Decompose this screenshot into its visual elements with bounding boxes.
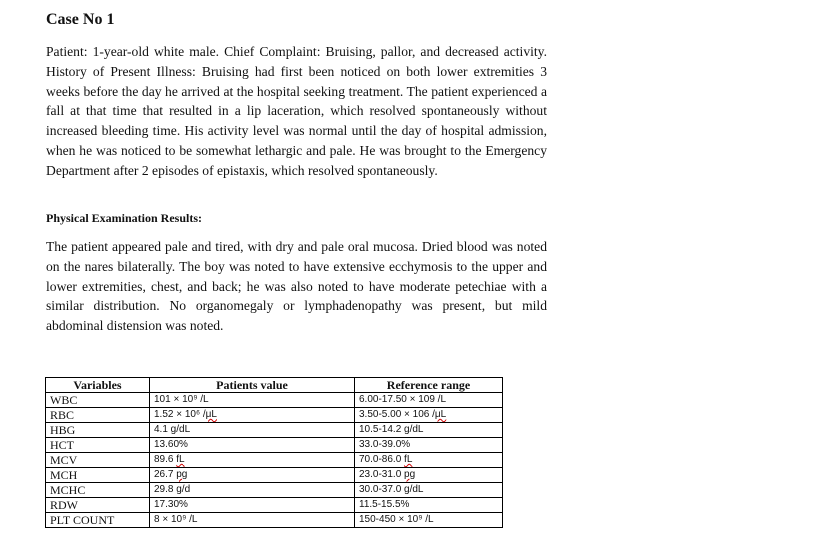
table-row	[46, 438, 503, 453]
table-row	[46, 483, 503, 498]
cell-reference: 30.0-37.0 g/dL	[355, 483, 503, 498]
table-row	[46, 513, 503, 528]
cell-variable: MCH	[46, 468, 150, 483]
cell-reference: 33.0-39.0%	[355, 438, 503, 453]
cell-value: 26.7 pg	[150, 468, 355, 483]
history-paragraph: Patient: 1-year-old white male. Chief Complaint: Bruising, pallor, and decreased activity. History of Present Illness: Bruising had first been noticed on both lower extremities 3 weeks before the day he arrived at the hospital seeking treatment. The patient experienced a fall at that time that resulted in a lip laceration, which resolved spontaneously without increased bleeding time. His activity level was normal until the day of hospital admission, when he was noticed to be somewhat lethargic and pale. He was brought to the Emergency Department after 2 episodes of epistaxis, which resolved spontaneously.	[46, 44, 547, 178]
header-reference-range: Reference range	[355, 378, 503, 393]
table-row	[46, 408, 503, 423]
table-row	[46, 468, 503, 483]
cell-reference: 11.5-15.5%	[355, 498, 503, 513]
cell-value: 29.8 g/d	[150, 483, 355, 498]
cell-variable: WBC	[46, 393, 150, 408]
cell-variable: HBG	[46, 423, 150, 438]
cell-value: 1.52 × 10⁶ /μL	[150, 408, 355, 423]
cell-value: 17.30%	[150, 498, 355, 513]
case-title: Case No 1	[46, 11, 115, 28]
cell-reference: 10.5-14.2 g/dL	[355, 423, 503, 438]
table-row	[46, 393, 503, 408]
cell-value: 13.60%	[150, 438, 355, 453]
header-variables: Variables	[46, 378, 150, 393]
spellcheck-flag: pg	[404, 469, 416, 480]
spellcheck-flag: pg	[176, 469, 188, 480]
cell-variable: RBC	[46, 408, 150, 423]
cell-value: 101 × 10⁹ /L	[150, 393, 355, 408]
cell-reference: 23.0-31.0 pg	[355, 468, 503, 483]
table-row	[46, 498, 503, 513]
spellcheck-flag: μL	[434, 409, 447, 420]
table-header-row	[46, 378, 503, 393]
cell-variable: MCHC	[46, 483, 150, 498]
exam-heading: Physical Examination Results:	[46, 211, 203, 225]
cell-value: 4.1 g/dL	[150, 423, 355, 438]
cell-value: 8 × 10⁹ /L	[150, 513, 355, 528]
table-row	[46, 423, 503, 438]
spellcheck-flag: fL	[404, 454, 413, 465]
cell-reference: 3.50-5.00 × 106 /μL	[355, 408, 503, 423]
exam-paragraph: The patient appeared pale and tired, with dry and pale oral mucosa. Dried blood was noted on the nares bilaterally. The boy was noted to have extensive ecchymosis to the upper and lower extremities, chest, and back; he was also noted to have moderate petechiae with a similar distribution. No organomegaly or lymphadenopathy was present, but mild abdominal distension was noted.	[46, 239, 547, 334]
cell-reference: 70.0-86.0 fL	[355, 453, 503, 468]
cell-variable: PLT COUNT	[46, 513, 150, 528]
spellcheck-flag: μL	[205, 409, 217, 420]
cell-variable: MCV	[46, 453, 150, 468]
cell-reference: 150-450 × 10⁹ /L	[355, 513, 503, 528]
cell-variable: RDW	[46, 498, 150, 513]
table-row	[46, 453, 503, 468]
header-patients-value: Patients value	[150, 378, 355, 393]
lab-results-table	[45, 377, 503, 528]
cell-reference: 6.00-17.50 × 109 /L	[355, 393, 503, 408]
spellcheck-flag: fL	[176, 454, 185, 465]
cell-value: 89.6 fL	[150, 453, 355, 468]
cell-variable: HCT	[46, 438, 150, 453]
